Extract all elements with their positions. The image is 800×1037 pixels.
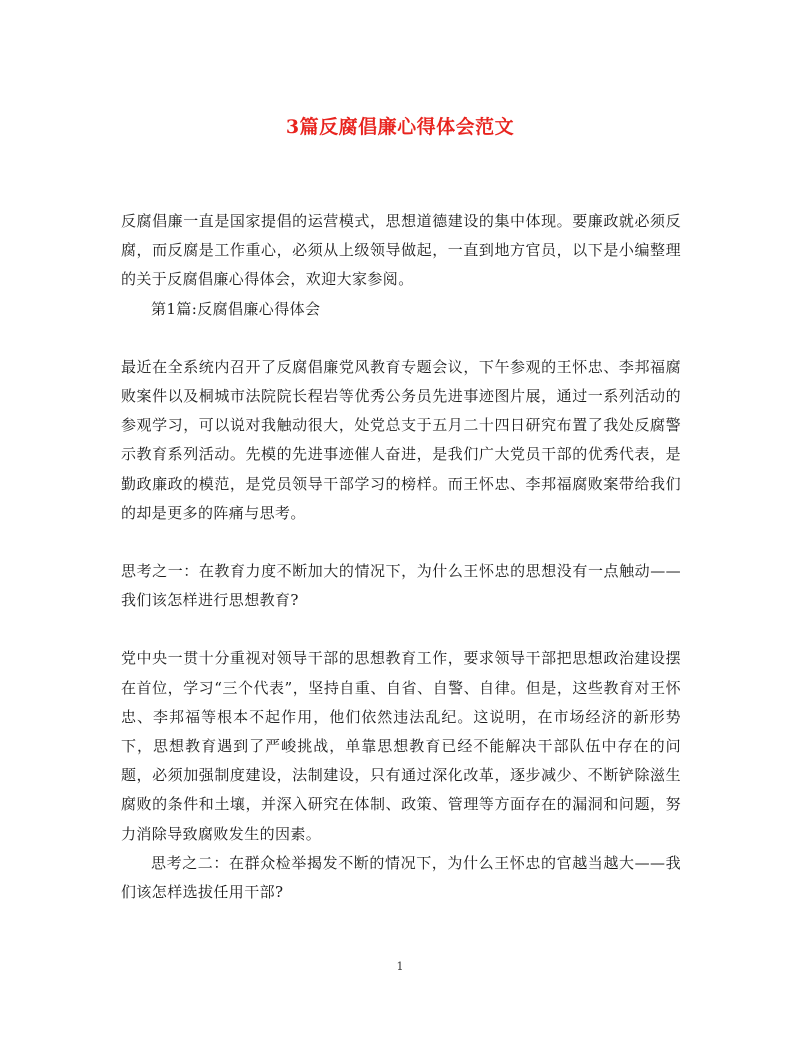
thought-two-heading: 思考之二：在群众检举揭发不断的情况下，为什么王怀忠的官越当越大——我们该怎样选拔任用干部? <box>121 853 681 902</box>
paragraph-spacer <box>121 324 681 353</box>
intro-paragraph: 反腐倡廉一直是国家提倡的运营模式，思想道德建设的集中体现。要廉政就必须反腐，而反腐是工作重心，必须从上级领导做起，一直到地方官员，以下是小编整理的关于反腐倡廉心得体会，欢迎大家参阅。 <box>121 212 681 289</box>
document-body <box>121 207 681 907</box>
body-paragraph-2: 党中央一贯十分重视对领导干部的思想教育工作，要求领导干部把思想政治建设摆在首位，学习“三个代表”，坚持自重、自省、自警、自律。但是，这些教育对王怀忠、李邦福等根本不起作用，他们依然违法乱纪。这说明，在市场经济的新形势下，思想教育遇到了严峻挑战，单靠思想教育已经不能解决干部队伍中存在的问题，必须加强制度建设，法制建设，只有通过深化改革，逐步减少、不断铲除滋生腐败的条件和土壤，并深入研究在体制、政策、管理等方面存在的漏洞和问题，努力消除导致腐败发生的因素。 <box>121 649 681 843</box>
paragraph-spacer <box>121 528 681 557</box>
document-title: 3篇反腐倡廉心得体会范文 <box>285 116 515 138</box>
page-number: 1 <box>396 960 404 973</box>
body-paragraph-1: 最近在全系统内召开了反腐倡廉党风教育专题会议，下午参观的王怀忠、李邦福腐败案件以及桐城市法院院长程岩等优秀公务员先进事迹图片展，通过一系列活动的参观学习，可以说对我触动很大，处党总支于五月二十四日研究布置了我处反腐警示教育系列活动。先模的先进事迹催人奋进，是我们广大党员干部的优秀代表，是勤政廉政的模范，是党员领导干部学习的榜样。而王怀忠、李邦福腐败案带给我们的却是更多的阵痛与思考。 <box>121 357 681 522</box>
paragraph-spacer <box>121 615 681 644</box>
section-heading: 第1篇:反腐倡廉心得体会 <box>151 299 321 318</box>
thought-one-heading: 思考之一：在教育力度不断加大的情况下，为什么王怀忠的思想没有一点触动——我们该怎样进行思想教育? <box>121 562 681 610</box>
